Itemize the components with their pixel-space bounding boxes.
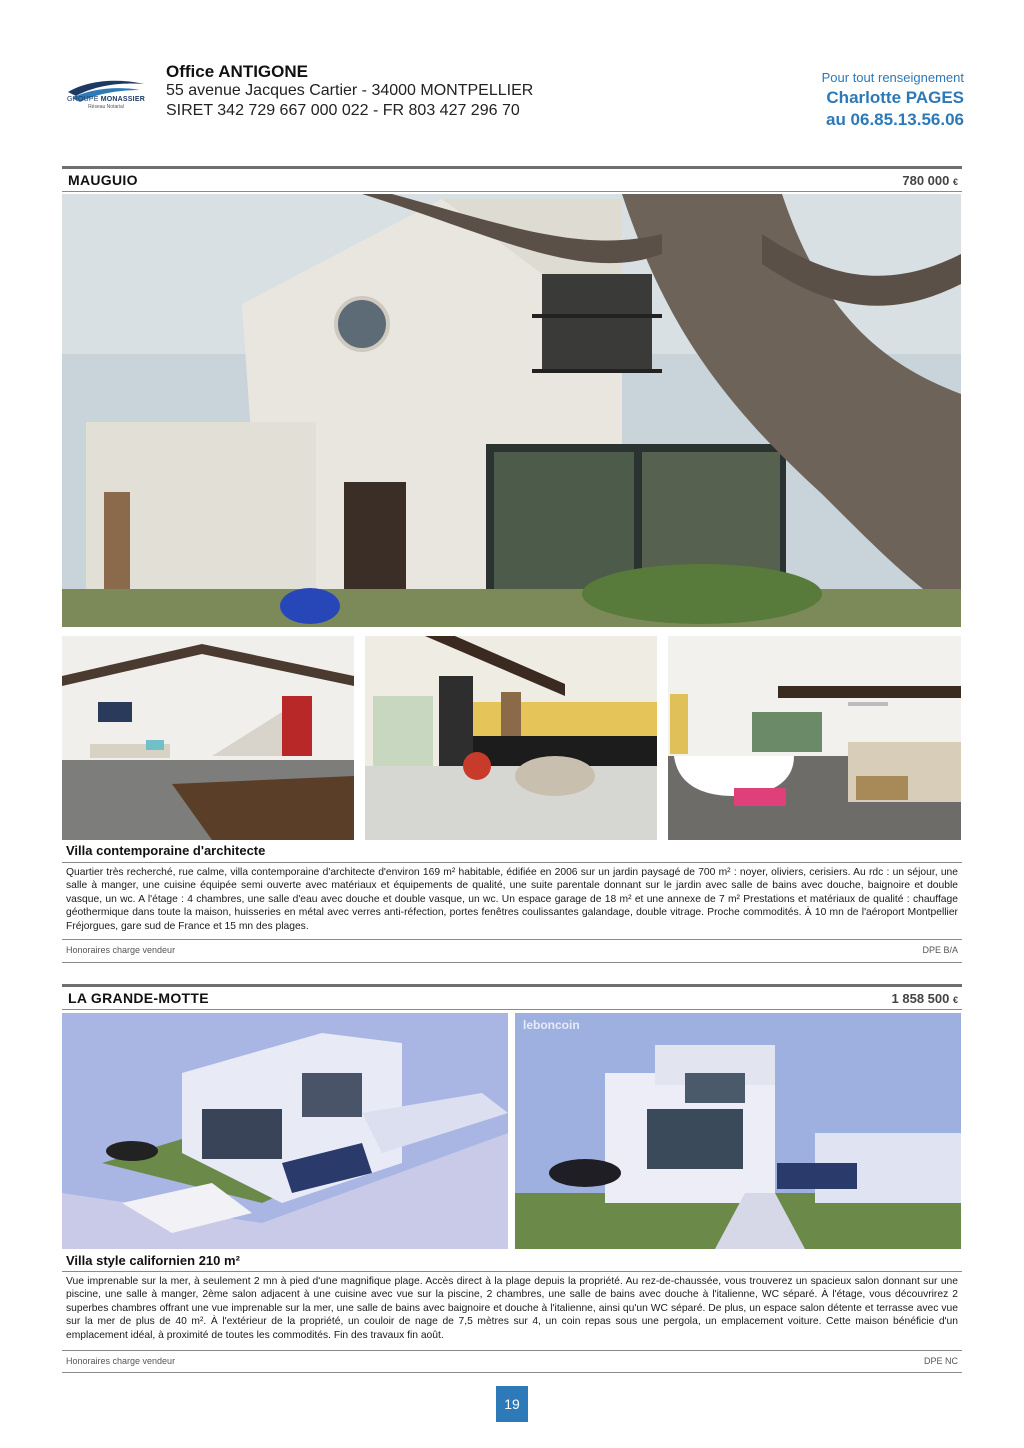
listing-title: Villa style californien 210 m² <box>66 1253 240 1268</box>
villa-render-photo-2 <box>515 1013 961 1249</box>
listing-price: 1 858 500 € <box>891 991 958 1006</box>
listing-rule <box>62 962 962 963</box>
contact-name: Charlotte PAGES <box>826 88 964 107</box>
contact-phone[interactable]: au 06.85.13.56.06 <box>825 110 964 129</box>
contact-label: Pour tout renseignement <box>821 70 964 85</box>
listing-city: MAUGUIO <box>68 172 138 188</box>
listing-rule <box>62 1350 962 1351</box>
listing-rule <box>62 1271 962 1272</box>
listing-description: Quartier très recherché, rue calme, villa contemporaine d'architecte d'environ 169 m² habitable, édifiée en 2006 sur un jardin paysagé de 700 m² : noyer, oliviers, cerisiers. Au rdc : un séjour, une salle à manger, une cuisine équipée semi ouverte avec matériaux et équipements de qualité, une suite parentale donnant sur le jardin avec salle de bains avec douche, baignoire et double vasque, un wc. A l'étage : 4 chambres, une salle d'eau avec douche et double vasque, un wc. Un espace garage de 18 m² et une annexe de 7 m² Prestations et matériaux de qualité : chauffage géothermique dans toute la maison, huisseries en métal avec verres anti-réfection, portes fenêtres coulissantes galandage, double vitrage. Proche commodités. À 10 mn de l'aéroport Montpellier Fréjorgues, gare sud de France et 15 mn des plages. <box>66 867 958 932</box>
kitchen-photo <box>365 636 657 840</box>
listing-dpe: DPE B/A <box>922 945 958 955</box>
listing-rule <box>62 191 962 192</box>
listing-rule <box>62 862 962 863</box>
office-address: 55 avenue Jacques Cartier - 34000 MONTPELLIER <box>166 82 534 99</box>
listing-dpe: DPE NC <box>923 1356 958 1366</box>
listing-description: Vue imprenable sur la mer, à seulement 2 mn à pied d'une magnifique plage. Accès direct à la plage depuis la propriété. Au rez-de-chaussée, vous trouverez un spacieux salon donnant sur une piscine, une salle à manger, 2ème salon adjacent à une cuisine avec vue sur la piscine, 2 chambres, une salle de bains avec douche à l'italienne, WC séparé. À l'étage, vous découvrirez 2 superbes chambres offrant une vue imprenable sur la mer, une salle de bains avec baignoire et douche à l'italienne, ainsi qu'un WC séparé. De plus, un espace salon détente et terrasse avec vue sur la mer de plus de 40 m². À l'extérieur de la propriété, un couloir de nage de 7,5 mètres sur 4, un coin repas sous une pergola, un emplacement voiture. Cette maison bénéficie d'un emplacement idéal, à proximité de toutes les commodités. Fin des travaux fin août. <box>66 1276 958 1341</box>
listing-price: 780 000 € <box>902 173 958 188</box>
listing-divider <box>62 166 962 169</box>
office-name: Office ANTIGONE <box>166 62 308 81</box>
listing-fees: Honoraires charge vendeur <box>66 945 176 955</box>
logo-text: GROUPE MONASSIER <box>67 96 145 103</box>
leboncoin-watermark: leboncoin <box>523 1018 580 1032</box>
living-room-photo <box>62 636 354 840</box>
listing-city: LA GRANDE-MOTTE <box>68 990 209 1006</box>
listing-rule <box>62 939 962 940</box>
listing-divider <box>62 984 962 987</box>
villa-exterior-photo <box>62 194 961 627</box>
listing-title: Villa contemporaine d'architecte <box>66 843 266 858</box>
listing-fees: Honoraires charge vendeur <box>66 1356 176 1366</box>
office-siret: SIRET 342 729 667 000 022 - FR 803 427 296 70 <box>166 102 520 119</box>
listing-rule <box>62 1372 962 1373</box>
listing-rule <box>62 1009 962 1010</box>
logo-subtitle: Réseau Notarial <box>88 104 124 110</box>
page-number: 19 <box>496 1386 528 1422</box>
villa-render-photo-1 <box>62 1013 508 1249</box>
bathroom-photo <box>668 636 961 840</box>
